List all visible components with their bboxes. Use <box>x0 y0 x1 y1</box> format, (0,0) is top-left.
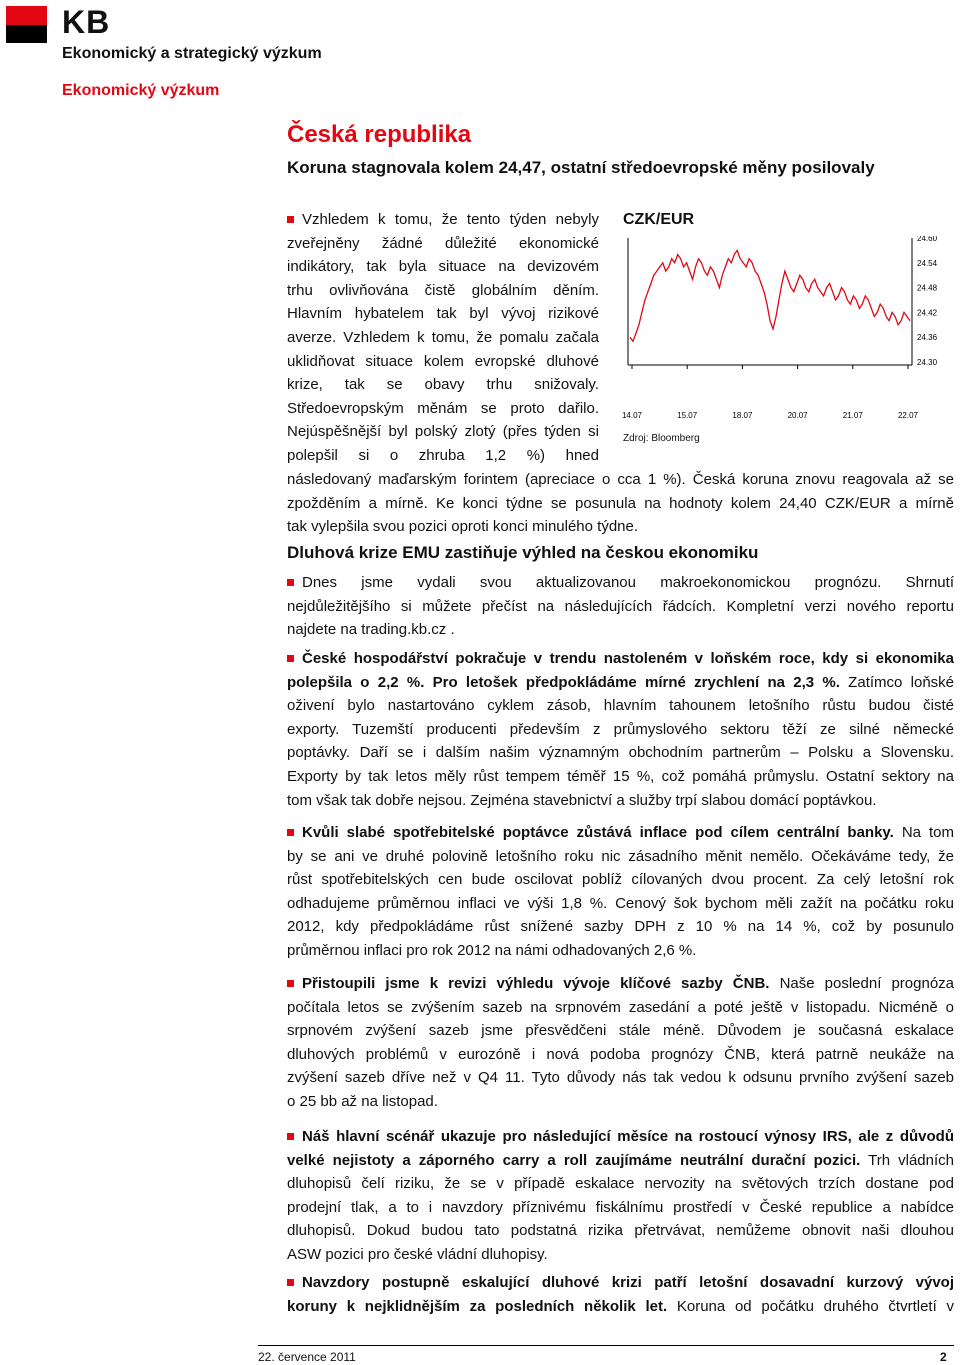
intro-paragraph-continued <box>287 468 954 539</box>
text-line: Hlavním hybatelem tak byl vývoj rizikové <box>287 305 599 323</box>
article-headline: Koruna stagnovala kolem 24,47, ostatní středoevropské měny posilovaly <box>287 158 875 177</box>
bold-run: Kvůli slabé spotřebitelské poptávce zůstává inflace pod cílem centrální banky. <box>302 824 894 841</box>
chart-source: Zdroj: Bloomberg <box>623 433 700 444</box>
section-title: Ekonomický výzkum <box>62 82 220 99</box>
paragraph-bonds <box>287 1125 954 1267</box>
bold-run: Náš hlavní scénář ukazuje pro následující měsíce na rostoucí výnosy IRS, ale z důvodů <box>302 1128 954 1145</box>
x-tick-label: 20.07 <box>787 411 808 420</box>
text-line <box>287 647 954 671</box>
text-line: nejdůležitějšího si můžete přečíst na následujících řádcích. Kompletní verzi nového reportu <box>287 597 954 615</box>
bold-run: koruny k nejklidnějším za posledních několik let. <box>287 1297 668 1315</box>
y-tick-label: 24.48 <box>917 283 938 293</box>
text-line: polepšil si o zhruba 1,2 %) hned <box>287 446 599 464</box>
text-run: Koruna od počátku druhého čtvrtletí v <box>667 1297 954 1315</box>
text-run: Vzhledem k tomu, že tento týden nebyly <box>302 211 599 228</box>
text-line: ASW pozici pro české vládní dluhopisy. <box>287 1245 548 1263</box>
x-tick-label: 22.07 <box>897 411 919 420</box>
text-line: najdete na trading.kb.cz . <box>287 621 455 639</box>
section-heading: Dluhová krize EMU zastiňuje výhled na českou ekonomiku <box>287 543 759 562</box>
text-line: Nejúspěšnější byl polský zlotý (přes týden si <box>287 423 599 441</box>
text-line: počítala letos se zvýšením sazeb na srpnovém zasedání a poté ještě v listopadu. Nicméně o <box>287 998 954 1016</box>
text-run: Naše poslední prognóza <box>769 975 954 992</box>
page-number: 2 <box>940 1350 947 1364</box>
department-title: Ekonomický a strategický výzkum <box>62 45 322 62</box>
text-line: tak vylepšila svou pozici oproti konci minulého týdne. <box>287 518 639 536</box>
text-line: dluhopisů. Dokud budou tato podstatná rizika přetrvávat, nemůžeme obnovit naši dlouhou <box>287 1222 954 1240</box>
y-tick-label: 24.42 <box>917 308 938 318</box>
kb-logo-mark <box>6 6 47 43</box>
paragraph-koruna <box>287 1271 954 1318</box>
paragraph-inflation <box>287 821 954 963</box>
intro-paragraph <box>287 208 599 468</box>
bold-run: Navzdory postupně eskalující dluhové krizi patří letošní dosavadní kurzový vývoj <box>302 1274 954 1291</box>
text-line: tom však tak dobře nejsou. Zejména stavebnictví a služby trpí slabou domácí poptávkou. <box>287 791 877 809</box>
text-run: Trh vládních <box>860 1151 954 1169</box>
paragraph-economy <box>287 647 954 812</box>
x-tick-label: 18.07 <box>732 411 753 420</box>
bold-run: České hospodářství pokračuje v trendu nastoleném v loňském roce, kdy si ekonomika <box>302 650 954 667</box>
y-tick-label: 24.36 <box>917 333 938 343</box>
bold-run: polepšila o 2,2 %. Pro letošek předpokládáme mírné zrychlení na 2,3 %. <box>287 673 840 691</box>
footer-date: 22. července 2011 <box>258 1350 356 1364</box>
chart-title: CZK/EUR <box>623 211 695 228</box>
bullet-icon <box>287 1279 294 1286</box>
text-line: dluhových problémů v eurozóně i nová podoba prognózy ČNB, která patrně neukáže na <box>287 1045 954 1063</box>
text-line <box>287 821 954 845</box>
text-line: prodejní tlak, a to i navzdory příznivému fiskálnímu prostředí v České republice a nabídce <box>287 1198 954 1216</box>
x-tick-label: 21.07 <box>842 411 863 420</box>
kb-logo-text: KB <box>62 4 111 40</box>
y-tick-label: 24.60 <box>917 236 938 243</box>
text-line: oživení bylo nastartováno cyklem zásob, hlavním tahounem letošního růstu budou čisté <box>287 697 954 715</box>
text-line <box>287 1271 954 1295</box>
text-line <box>287 671 954 695</box>
text-line: 2012, kdy předpokládáme růst snížené sazby DPH z 10 % na 14 %, což by posunulo <box>287 918 954 936</box>
text-line: trhu ovlivňována čistě globálním děním. <box>287 281 599 299</box>
paragraph-forecast <box>287 571 954 642</box>
text-line: zvýšení sazeb dříve než v Q4 11. Tyto důvody nás tak vedou k odsunu prvního zvýšení sazeb <box>287 1069 954 1087</box>
bold-run: velké nejistoty a záporného carry a roll zaujímáme neutrální durační pozici. <box>287 1151 861 1169</box>
text-line: o 25 bb až na listopad. <box>287 1092 438 1110</box>
fx-line-chart <box>620 236 956 426</box>
text-run: Dnes jsme vydali svou aktualizovanou makroekonomickou prognózu. Shrnutí <box>302 574 954 591</box>
bullet-icon <box>287 579 294 586</box>
text-line: růst spotřebitelských cen bude oscilovat poblíž cílovaných dvou procent. Za celý letošní rok <box>287 871 954 889</box>
text-line: uklidňovat situace kolem evropské dluhové <box>287 352 599 370</box>
x-tick-label: 14.07 <box>621 411 643 420</box>
text-run: Na tom <box>893 824 954 841</box>
text-line: srpnovém zvýšení sazeb jsme přesvědčeni stále méně. Důvodem je současná eskalace <box>287 1022 954 1040</box>
text-line: odhadujeme průměrnou inflaci ve výši 1,8 %. Cenový šok bychom měli zažít na počátku roku <box>287 894 954 912</box>
text-line: indikátory, tak byla situace na devizovém <box>287 258 599 276</box>
text-run: Zatímco loňské <box>839 673 954 691</box>
y-tick-label: 24.30 <box>917 358 938 367</box>
text-line: krize, tak se obavy trhu snižovaly. <box>287 376 599 394</box>
x-tick-label: 15.07 <box>677 411 698 420</box>
country-heading: Česká republika <box>287 121 472 148</box>
text-line: průměrnou inflaci pro rok 2012 na námi odhadovaných 2,6 %. <box>287 941 697 959</box>
text-line: averze. Vzhledem k tomu, že pomalu začala <box>287 328 599 346</box>
text-line <box>287 1149 954 1173</box>
text-line: dluhopisů čelí riziku, že se v případě eskalace nervozity na světových trzích dostane pod <box>287 1175 954 1193</box>
bullet-icon <box>287 829 294 836</box>
series-line <box>630 250 910 341</box>
text-line: Středoevropským měnám se proto dařilo. <box>287 399 599 417</box>
text-line: následovaný maďarským forintem (apreciace o cca 1 %). Česká koruna znovu reagovala až se <box>287 471 954 488</box>
text-line: zpožděním a mírně. Ke konci týdne se posunula na hodnoty kolem 24,40 CZK/EUR a mírně <box>287 494 954 512</box>
text-line: exporty. Tuzemští producenti především z průmyslového sektoru těží ze silné německé <box>287 720 954 738</box>
text-line <box>287 571 954 595</box>
text-line: Exporty by tak letos měly růst tempem téměř 15 %, což pomáhá průmyslu. Ostatní sektory na <box>287 767 954 785</box>
y-tick-label: 24.54 <box>917 258 938 268</box>
bullet-icon <box>287 216 294 223</box>
paragraph-rates <box>287 972 954 1114</box>
bullet-icon <box>287 655 294 662</box>
text-line <box>287 972 954 996</box>
footer-divider <box>258 1345 954 1346</box>
text-line: poptávky. Daří se i dalším našim významným obchodním partnerům – Polsku a Slovensku. <box>287 744 954 762</box>
text-line: zveřejněny žádné důležité ekonomické <box>287 234 599 252</box>
text-line <box>287 208 599 232</box>
text-line: by se ani ve druhé polovině letošního roku nic zásadního měnit nemělo. Očekáváme tedy, že <box>287 847 954 865</box>
bullet-icon <box>287 1133 294 1140</box>
text-line <box>287 1295 954 1319</box>
bold-run: Přistoupili jsme k revizi výhledu vývoje klíčové sazby ČNB. <box>302 975 770 992</box>
bullet-icon <box>287 980 294 987</box>
text-line <box>287 1125 954 1149</box>
